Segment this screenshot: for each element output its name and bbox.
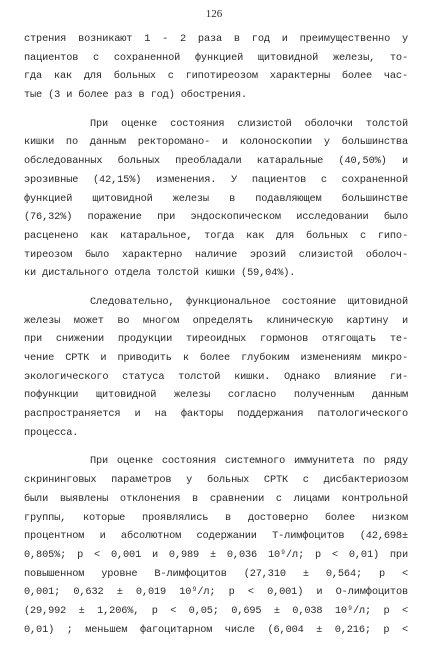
text-line: чение СРТК и приводить к более глубоким изменениям микро- [24, 352, 408, 364]
text-line: распространяется и на факторы поддержания патологического [24, 408, 408, 421]
text-line: 0,01) ; меньшем фагоцитарном числе (6,004 ± 0,216; р < [24, 623, 408, 636]
paragraph-gap [24, 442, 408, 452]
text-line: пофункции щитовидной железы согласно полученным данным [24, 389, 408, 402]
text-line: При оценке состояния слизистой оболочки толстой [90, 117, 408, 130]
text-line: ки дистального отдела толстой кишки (59,04%). [24, 267, 296, 280]
paragraph-gap [24, 105, 408, 115]
text-line: железы может во многом определять клиническую картину и [24, 314, 408, 327]
text-line: расценено как катаральное, тогда как для больных с гипо- [24, 229, 408, 242]
text-line: функцией щитовидной железы в подавляющем большинстве [24, 192, 408, 205]
paragraph-gap [24, 283, 408, 293]
text-line: процентном и абсолютном содержании Т-лимфоцитов (42,698± [24, 530, 408, 543]
text-line: были выявлены отклонения в сравнении с лицами контрольной [24, 492, 408, 505]
text-line: эрозивные (42,15%) изменения. У пациентов с сохраненной [24, 173, 408, 186]
text-line: (76,32%) поражение при эндоскопическом исследовании было [24, 211, 408, 224]
body-text [24, 30, 408, 639]
text-line: тиреозом было характерно наличие эрозий слизистой оболоч- [24, 248, 408, 261]
text-line: тые (3 и более раз в год) обострения. [24, 89, 248, 102]
text-line: повышенном уровне В-лимфоцитов (27,310 ± 0,564; р < [24, 567, 408, 580]
text-line: 0,805%; р < 0,001 и 0,989 ± 0,036 10⁹/л; р < 0,01) при [24, 548, 408, 561]
text-line: (29,992 ± 1,206%, р < 0,05; 0,695 ± 0,038 10⁹/л; р < [24, 604, 408, 617]
text-line: скрининговых параметров у больных СРТК с дисбактериозом [24, 474, 408, 487]
text-line: гда как для больных с гипотиреозом характерны более час- [24, 70, 408, 83]
text-line: При оценке состояния системного иммунитета по ряду [90, 455, 408, 468]
text-line: 0,001; 0,632 ± 0,019 10⁹/л; р < 0,001) и О-лимфоцитов [24, 586, 408, 599]
text-line: обследованных больных преобладали катаральные (40,50%) и [24, 155, 408, 168]
text-line: Следовательно, функциональное состояние щитовидной [90, 295, 408, 308]
text-line: при снижении продукции тиреоидных гормонов отягощать те- [24, 333, 408, 346]
text-line: кишки по данным ректоромано- и колоноскопии у большинства [24, 136, 408, 149]
page-number: 126 [205, 8, 223, 20]
text-line: экологического статуса толстой кишки. Однако влияние ги- [24, 370, 408, 383]
text-line: группы, которые проявлялись в достоверно более низком [24, 511, 408, 524]
text-line: пациентов с сохраненной функцией щитовидной железы, то- [24, 51, 408, 64]
text-line: процесса. [24, 426, 79, 439]
text-line: стрения возникают 1 - 2 раза в год и преимущественно у [24, 33, 408, 45]
